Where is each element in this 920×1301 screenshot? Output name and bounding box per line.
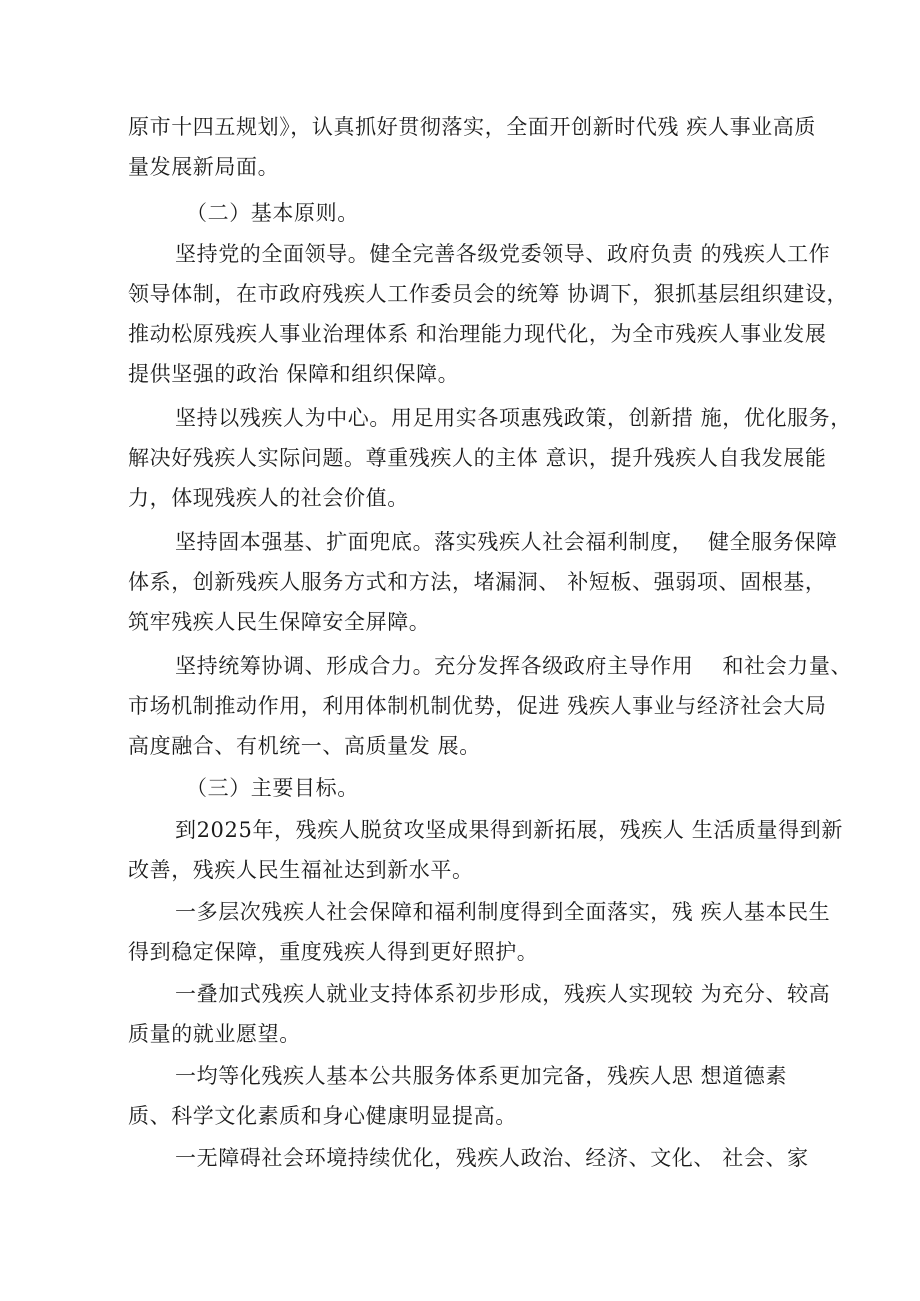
text-line: 力，体现残疾人的社会价值。	[128, 486, 409, 510]
text-line: 质量的就业愿望。	[128, 1022, 301, 1046]
text-line: 筑牢残疾人民生保障安全屏障。	[128, 610, 431, 634]
section-heading: （三）主要目标。	[186, 776, 359, 800]
text-line: 提供坚强的政治 保障和组织保障。	[128, 362, 460, 386]
text-line: 坚持党的全面领导。健全完善各级党委领导、政府负责 的残疾人工作	[175, 242, 831, 266]
text-line: 得到稳定保障，重度残疾人得到更好照护。	[128, 940, 539, 964]
text-line: 推动松原残疾人事业治理体系 和治理能力现代化，为全市残疾人事业发展	[128, 322, 827, 346]
text-line: 坚持统筹协调、形成合力。充分发挥各级政府主导作用 和社会力量、	[175, 654, 853, 678]
text-line: 一均等化残疾人基本公共服务体系更加完备，残疾人思 想道德素	[175, 1064, 788, 1088]
section-heading: （二）基本原则。	[186, 201, 359, 225]
text-line: 改善，残疾人民生福祉达到新水平。	[128, 858, 474, 882]
text-line: 原市十四五规划》，认真抓好贯彻落实，全面开创新时代残 疾人事业高质	[128, 115, 816, 139]
text-line: 到2025年，残疾人脱贫攻坚成果得到新拓展，残疾人 生活质量得到新	[175, 818, 843, 842]
text-line: 体系，创新残疾人服务方式和方法，堵漏洞、 补短板、强弱项、固根基，	[128, 570, 827, 594]
text-line: 质、科学文化素质和身心健康明显提高。	[128, 1104, 517, 1128]
text-line: 量发展新局面。	[128, 155, 280, 179]
text-line: 一无障碍社会环境持续优化，残疾人政治、经济、文化、 社会、家	[175, 1146, 809, 1170]
text-line: 坚持以残疾人为中心。用足用实各项惠残政策，创新措 施，优化服务，	[175, 406, 852, 430]
text-line: 一多层次残疾人社会保障和福利制度得到全面落实，残 疾人基本民生	[175, 900, 831, 924]
text-line: 领导体制，在市政府残疾人工作委员会的统筹 协调下，狠抓基层组织建设，	[128, 282, 849, 306]
text-line: 市场机制推动作用，利用体制机制优势，促进 残疾人事业与经济社会大局	[128, 694, 827, 718]
text-line: 坚持固本强基、扩面兜底。落实残疾人社会福利制度， 健全服务保障	[175, 530, 838, 554]
text-line: 一叠加式残疾人就业支持体系初步形成，残疾人实现较 为充分、较高	[175, 982, 831, 1006]
text-line: 高度融合、有机统一、高质量发 展。	[128, 734, 481, 758]
text-line: 解决好残疾人实际问题。尊重残疾人的主体 意识，提升残疾人自我发展能	[128, 446, 827, 470]
